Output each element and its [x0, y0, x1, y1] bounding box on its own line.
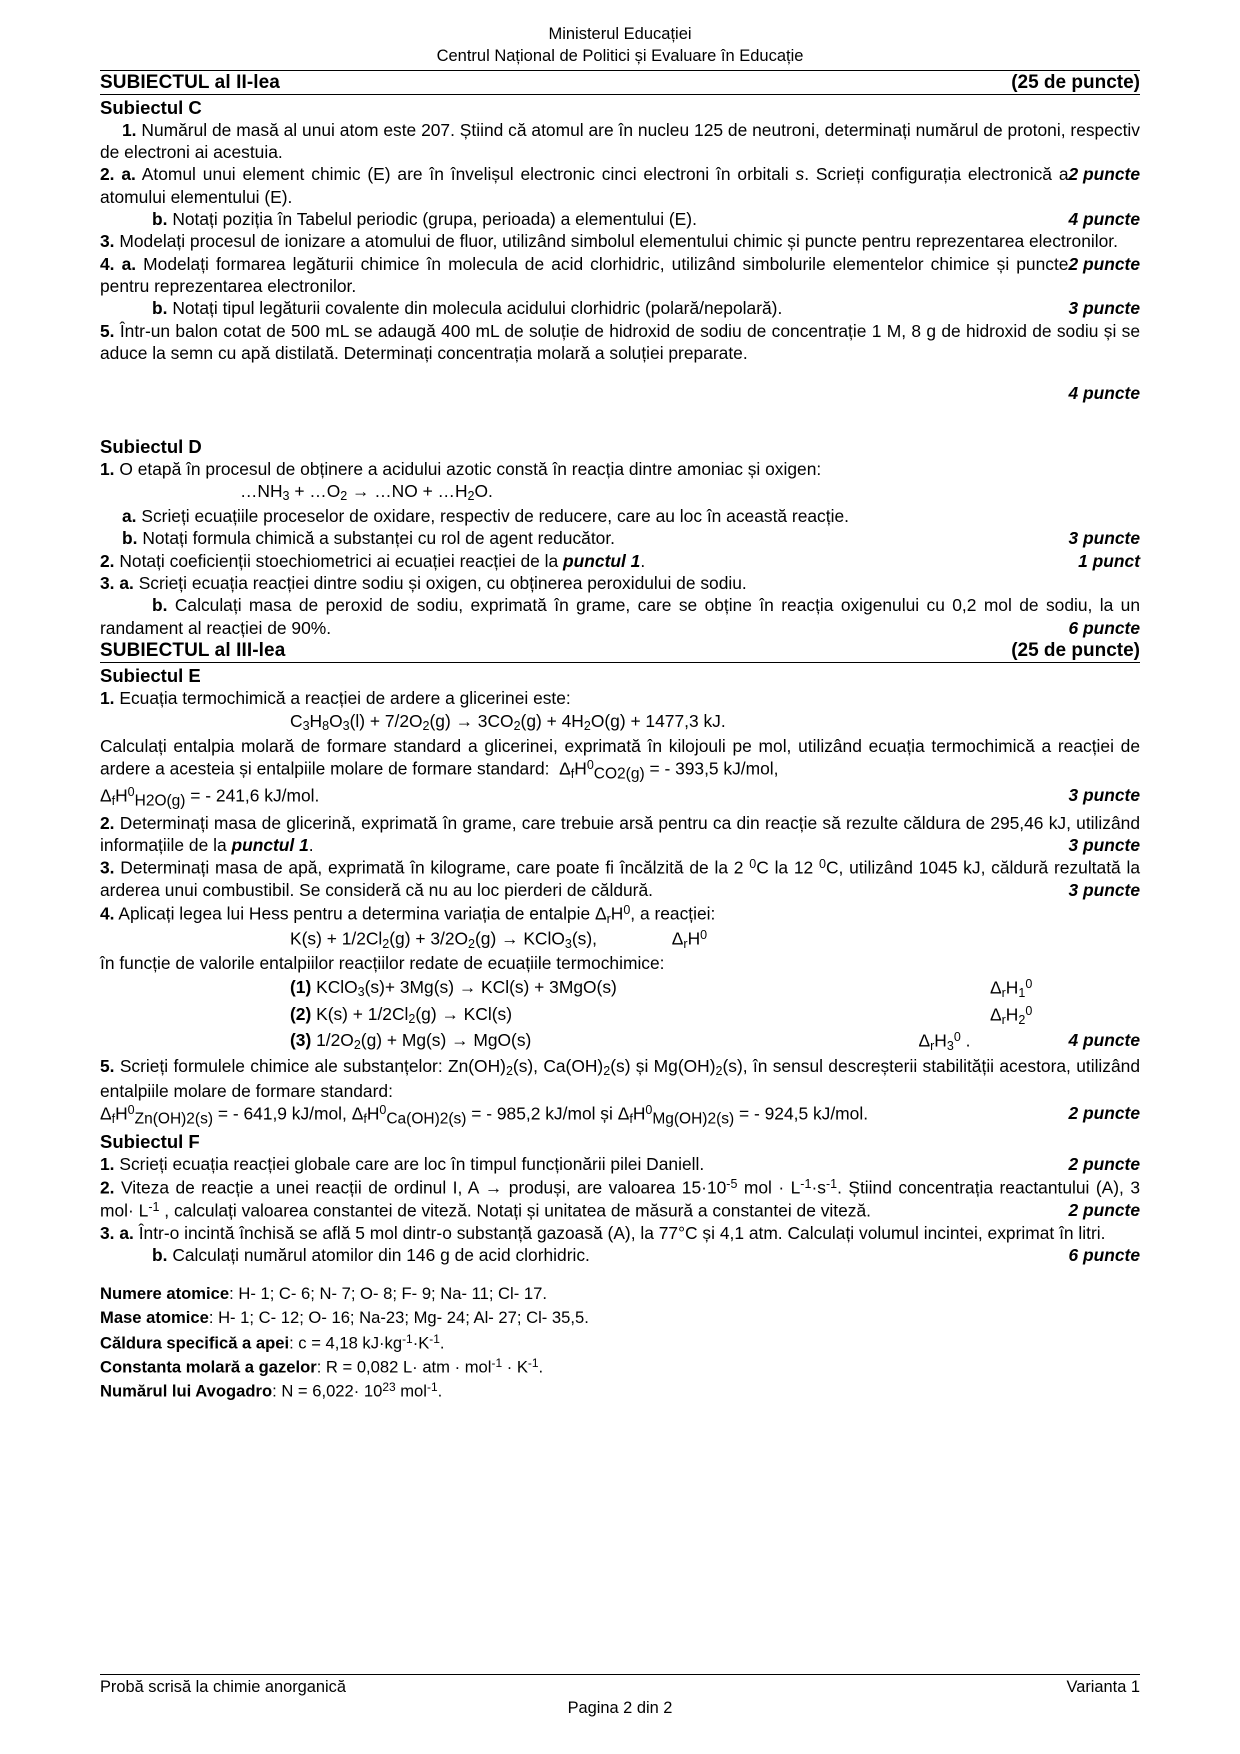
item-f3b-text: Calculați numărul atomilor din 146 g de acid clorhidric. [172, 1245, 590, 1266]
section-e-title: Subiectul E [100, 665, 201, 687]
item-d1a-number: a. [122, 506, 137, 527]
item-d2-points: 1 punct [1078, 550, 1140, 571]
item-f3b-number: b. [152, 1245, 168, 1266]
item-e1-body: Calculați entalpia molară de formare standard a glicerinei, exprimată în kilojouli pe mol, utilizând ecuația termochimică a reacției de ardere a acesteia și entalpiile molare de formare standard: $\Delta_fH^0_{CO2(g)}$ = - 393,5 kJ/mol, [100, 735, 1140, 783]
footer-right: Varianta 1 [1066, 1678, 1140, 1696]
item-d1-number: 1. [100, 458, 115, 479]
item-d2-emph: punctul 1 [563, 550, 641, 571]
item-c5-points: 4 puncte [1068, 382, 1140, 403]
center-line: Centrul Național de Politici și Evaluare în Educație [436, 46, 804, 65]
item-e1-lead [100, 687, 1140, 709]
footer-divider [100, 1674, 1140, 1675]
footer-page-number: Pagina 2 din 2 [567, 1699, 673, 1717]
item-c4b-points: 3 puncte [1068, 298, 1140, 319]
item-e4-mid: în funcție de valorile entalpiilor reacțiilor redate de ecuațiile termochimice: [100, 953, 665, 974]
item-c3 [100, 230, 1140, 252]
item-e5: 5. Scrieți formulele chimice ale substanțelor: $Zn(OH)_2(s)$, $Ca(OH)_2(s)$ și $Mg(OH)_2(s)$, în sensul descreșterii stabilității acestora, utilizând entalpiile molare de formare standard: [100, 1056, 1141, 1101]
item-c2b-text: Notați poziția în Tabelul periodic (grupa, perioada) a elementului (E). [172, 208, 697, 229]
hess-2-eq: (2) $K(s) + 1/2Cl_2(g) \to KCl(s)$ [290, 1003, 512, 1026]
item-c5-number: 5. [100, 320, 115, 341]
ministry-line: Ministerul Educației [548, 25, 692, 43]
hess-equation-1 [100, 975, 1140, 1002]
hess-equation-3 [100, 1028, 1140, 1055]
note-atomic-masses-value: : H- 1; C- 12; O- 16; Na-23; Mg- 24; Al- 27; Cl- 35,5. [208, 1308, 589, 1328]
item-d3b-number: b. [152, 595, 168, 616]
item-d1b-points: 3 puncte [1068, 528, 1140, 549]
note-atomic-masses-label: Mase atomice [100, 1308, 209, 1328]
item-d1b-number: b. [122, 528, 138, 549]
item-e5-number: 5. [100, 1056, 115, 1077]
item-f2-points: 2 puncte [1068, 1199, 1140, 1220]
item-d3a-text: Scrieți ecuația reacției dintre sodiu și oxigen, cu obținerea peroxidului de sodiu. [138, 573, 747, 594]
item-f1-number: 1. [100, 1154, 115, 1175]
item-d2-text: Notați coeficienții stoechiometrici ai ecuației reacției de la [119, 550, 564, 571]
item-d2-number: 2. [100, 550, 115, 571]
item-e1-equation: $C_3H_8O_3(l) + 7/2O_2(g) \to 3CO_2(g) + 4H_2O(g) + 1477,3$ kJ. [290, 710, 726, 733]
item-e3-number: 3. [100, 858, 115, 879]
hess-3-eq: (3) $1/2O_2(g) + Mg(s) \to MgO(s)$ [290, 1030, 532, 1053]
item-d2 [100, 550, 1140, 572]
note-atomic-numbers-label: Numere atomice [100, 1284, 230, 1304]
item-f1-text: Scrieți ecuația reacției globale care are loc în timpul funcționării pilei Daniell. [119, 1154, 705, 1175]
item-e3: 3. Determinați masa de apă, exprimată în kilograme, care poate fi încălzită de la 2 $^0$C la 12 $^0$C, utilizând 1045 kJ, căldură rezultată la arderea unui combustibil. Se consideră că nu au loc pierderi de căldură. 3 puncte [100, 857, 1141, 901]
item-c1-number: 1. [122, 119, 137, 140]
item-d1-text: O etapă în procesul de obținere a acidului azotic constă în reacția dintre amoniac și oxigen: [119, 458, 822, 479]
item-c5 [100, 320, 1140, 365]
item-c1 [100, 119, 1140, 164]
item-d1a [100, 505, 1140, 527]
document-header [100, 24, 1140, 68]
item-f1 [100, 1153, 1140, 1175]
item-f3a-number: 3. a. [100, 1222, 134, 1243]
note-avogadro: Numărul lui Avogadro: $N = 6,022\cdot 10^{23}$ mol$^{-1}$. [100, 1380, 443, 1401]
subject-2-divider [100, 94, 1140, 95]
item-e5-points: 2 puncte [1068, 1102, 1140, 1123]
item-d3a [100, 572, 1140, 594]
item-d1-equation: $\dots NH_3$ + $\dots O_2$ → …NO + $\dots H_2O$. [240, 480, 493, 504]
item-f2-number: 2. [100, 1177, 115, 1198]
item-c4b-text: Notați tipul legăturii covalente din molecula acidului clorhidric (polară/nepolară). [172, 298, 783, 319]
item-c4a-number: 4. a. [100, 253, 137, 274]
footer-left: Probă scrisă la chimie anorganică [100, 1678, 346, 1696]
note-gas-constant: Constanta molară a gazelor: R = 0,082 L· atm · $mol^{-1} \cdot K^{-1}$. [100, 1355, 544, 1377]
subject-2-title: SUBIECTUL al II-lea [100, 71, 280, 93]
item-c3-text: Modelați procesul de ionizare a atomului de fluor, utilizând simbolul elementului chimic și puncte pentru reprezentarea electronilor. [119, 231, 1118, 252]
item-c2b-points: 4 puncte [1068, 208, 1140, 229]
item-e3-points: 3 puncte [1068, 880, 1140, 901]
item-f2: 2. Viteza de reacție a unei reacții de ordinul I, A → produși, are valoarea $15\cdot 10^{-5}$ mol · $L^{-1}\cdot s^{-1}$. Știind concentrația reactantului (A), 3 $mol\cdot L^{-1}$ , calculați valoarea constantei de viteză. Notați și unitatea de măsură a constantei de viteză. 2 puncte [100, 1176, 1141, 1221]
item-e1-body-text: Calculați entalpia molară de formare standard a glicerinei, exprimată în kilojouli pe mol, utilizând ecuația termochimică a reacției de ardere a acesteia și entalpiile molare de formare standard: [100, 735, 1140, 779]
item-c4b [100, 297, 1140, 319]
item-f3a-text: Într-o incintă închisă se află 5 mol dintr-o substanță gazoasă (A), la 77°C și 4,1 atm. Calculați volumul incintei, exprimat în litri. [138, 1222, 1106, 1243]
item-e4-number: 4. [100, 903, 115, 924]
item-e4-points: 4 puncte [1068, 1030, 1140, 1051]
hess-1-dh: $\Delta_rH_1^0$ [990, 976, 1033, 1000]
note-specific-heat: Căldura specifică a apei: c = 4,18 $kJ\cdot kg^{-1}\cdot K^{-1}$. [100, 1331, 445, 1352]
item-c3-points: 2 puncte [1068, 253, 1140, 274]
note-gas-constant-label: Constanta molară a gazelor [100, 1357, 317, 1377]
note-specific-heat-label: Căldura specifică a apei [100, 1332, 290, 1352]
item-f3-points: 6 puncte [1068, 1245, 1140, 1266]
item-c2a: 2. a. Atomul unui element chimic (E) are în învelișul electronic cinci electroni în orbitali s. Scrieți configurația electronică a atomului elementului (E). [100, 164, 1069, 207]
hess-1-eq: (1) KClO$_3$(s)+ 3Mg(s) → KCl(s) + 3MgO(s) [290, 976, 617, 999]
item-e1-lead-text: Ecuația termochimică a reacției de ardere a glicerinei este: [119, 688, 571, 709]
item-d1a-text: Scrieți ecuațiile proceselor de oxidare, respectiv de reducere, care au loc în această reacție. [141, 506, 849, 527]
subject-2-heading [100, 71, 1140, 94]
item-c2a-number: 2. a. [100, 164, 136, 185]
hess-2-dh: $\Delta_rH_2^0$ [990, 1003, 1033, 1027]
item-e2: 2. Determinați masa de glicerină, exprimată în grame, care trebuie arsă pentru ca din reacție să rezulte căldura de 295,46 kJ, utilizând informațiile de la punctul 1. 3 puncte [100, 812, 1140, 856]
item-e1-value2-row: 3 puncte $\Delta_fH^0_{H2O(g)}$ = - 241,6 kJ/mol. [100, 785, 1140, 810]
subject-3-heading [100, 639, 1140, 662]
constants-notes [100, 1282, 1140, 1403]
item-c1-points: 2 puncte [1068, 164, 1140, 185]
item-c4a [100, 253, 1140, 298]
item-e1-number: 1. [100, 688, 115, 709]
note-atomic-masses [100, 1306, 1140, 1330]
item-c4a-text: Modelați formarea legăturii chimice în molecula de acid clorhidric, utilizând simbolurile elementelor chimice și puncte pentru reprezentarea electronilor. [100, 253, 1069, 297]
item-e4-equation: $K(s) + 1/2Cl_2(g) + 3/2O_2(g)$ → KClO$_3$(s), $\Delta_rH^0$ [290, 927, 708, 951]
item-e2-points: 3 puncte [1068, 835, 1140, 856]
item-d3a-number: 3. a. [100, 573, 134, 594]
item-e2-number: 2. [100, 812, 115, 833]
item-e2-emph: punctul 1 [231, 835, 309, 856]
item-e4-lead: 4. Aplicați legea lui Hess pentru a determina variația de entalpie $\Delta_rH^0$, a reacției: [100, 902, 716, 926]
note-atomic-numbers [100, 1282, 1140, 1306]
item-d2-tail: . [640, 550, 646, 571]
item-f1-points: 2 puncte [1068, 1154, 1140, 1175]
hess-3-dh: $\Delta_rH_3^0$ . [918, 1030, 971, 1054]
item-c5-text: Într-un balon cotat de 500 mL se adaugă 400 mL de soluție de hidroxid de sodiu de concentrație 1 M, 8 g de hidroxid de sodiu și se aduce la semn cu apă distilată. Determinați concentrația molară a soluției preparate. [100, 320, 1140, 364]
item-d3b-text: Calculați masa de peroxid de sodiu, exprimată în grame, care se obține în reacția oxigenului cu 0,2 mol de sodiu, la un randament al reacției de 90%. [100, 595, 1140, 638]
item-c4b-number: b. [152, 298, 168, 319]
note-avogadro-label: Numărul lui Avogadro [100, 1381, 273, 1401]
item-c3-number: 3. [100, 231, 115, 252]
subject-3-title: SUBIECTUL al III-lea [100, 640, 286, 662]
subject-2-points: (25 de puncte) [1011, 71, 1140, 93]
item-c2b [100, 208, 1140, 230]
subject-3-divider [100, 662, 1140, 663]
item-c2b-number: b. [152, 208, 168, 229]
item-f3b [100, 1244, 1140, 1266]
document-footer [100, 1674, 1140, 1718]
item-e5-values: 2 puncte $\Delta_fH^0_{Zn(OH)2(s)}$ = - 641,9 kJ/mol, $\Delta_fH^0_{Ca(OH)2(s)}$ = - 985,2 kJ/mol și $\Delta_fH^0_{Mg(OH)2(s)}$ = - 924,5 kJ/mol. [100, 1102, 1140, 1128]
section-c-title: Subiectul C [100, 96, 202, 118]
section-f-title: Subiectul F [100, 1131, 200, 1153]
item-e1-points: 3 puncte [1068, 785, 1140, 806]
note-atomic-numbers-value: : H- 1; C- 6; N- 7; O- 8; F- 9; Na- 11; Cl- 17. [229, 1284, 547, 1304]
item-d1 [100, 458, 1140, 480]
item-e2-text: Determinați masa de glicerină, exprimată în grame, care trebuie arsă pentru ca din reacție să rezulte căldura de 295,46 kJ, utilizând informațiile de la [100, 812, 1140, 856]
hess-equation-2 [100, 1002, 1140, 1029]
item-d1b-text: Notați formula chimică a substanței cu rol de agent reducător. [142, 528, 616, 549]
subject-3-points: (25 de puncte) [1011, 640, 1140, 662]
item-d3b [100, 594, 1140, 639]
item-d1b [100, 527, 1140, 549]
section-d-title: Subiectul D [100, 435, 202, 457]
item-d3b-points: 6 puncte [1068, 617, 1140, 638]
item-f3a [100, 1222, 1140, 1244]
item-c1-text: Numărul de masă al unui atom este 207. Știind că atomul are în nucleu 125 de neutroni, determinați numărul de protoni, respectiv de electroni ai acestuia. [100, 119, 1140, 162]
